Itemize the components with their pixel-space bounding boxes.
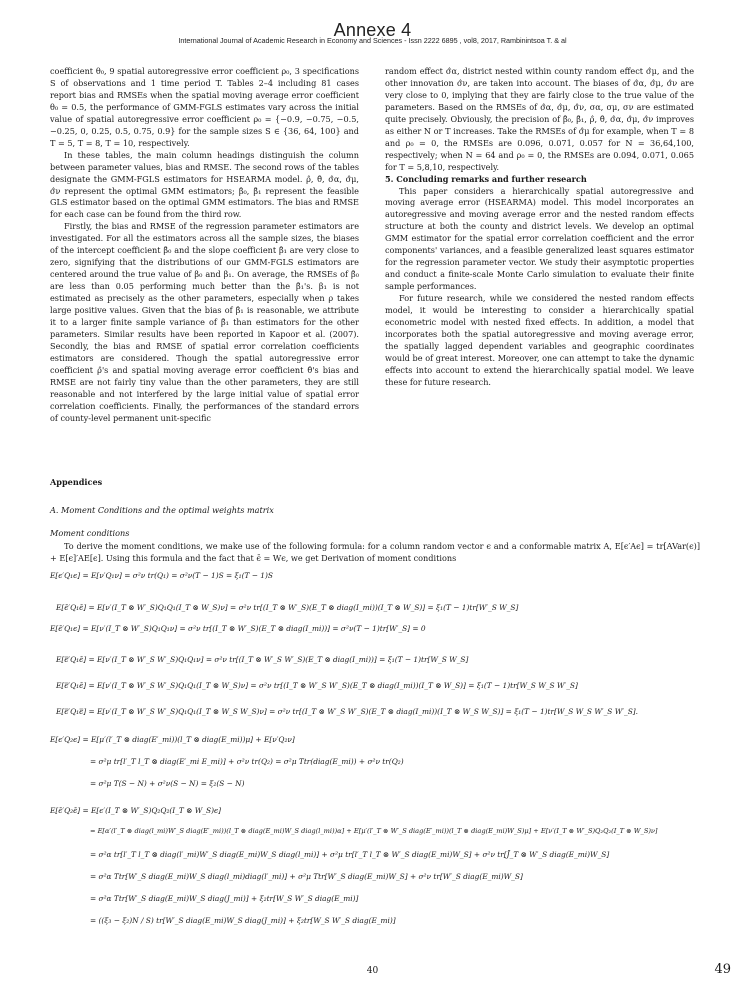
equation: E[ϵ′Q₂ϵ] = E[μ′(l′_T ⊗ diag(E′_mi))(l_T ⊗ diag(E_mi))μ] + E[ν′Q₂ν]: [50, 735, 295, 744]
paragraph: coefficient θ₀, 9 spatial autoregressive error coefficient ρ₀, 3 specifications S of observations and 1 time period T. Tables 2–4 including 81 cases report bias and RMSEs when the spatial moving average error coefficient θ₀ = 0.5, the performance of GMM-FGLS estimates vary across the initial value of spatial autoregressive error coefficient ρ₀ = {−0.9, −0.75, −0.5, −0.25, 0, 0.25, 0.5, 0.75, 0.9} for the sample sizes S ∈ {36, 64, 100} and T = 5, T = 8, T = 10, respectively.: [50, 66, 359, 148]
paragraph: For future research, while we considered the nested random effects model, it would be interesting to consider a hierarchically spatial econometric model with nested fixed effects. In addition, a model that incorporates both the spatial autoregressive and moving average error, the spatially lagged dependent variables and geographic coordinates would be of great interest. Moreover, one can attempt to take the dynamic effects into account to extend the hierarchically spatial model. We leave these for future research.: [385, 293, 694, 387]
equation: = σ²α Ttr[W′_S diag(E_mi)W_S diag(J_mi)] + ξ₂tr[W_S W′_S diag(E_mi)]: [90, 894, 359, 903]
section-heading: 5. Concluding remarks and further research: [385, 173, 587, 184]
moment-conditions-heading: Moment conditions: [50, 528, 130, 538]
equation: E[ϵ̄′Q₂ϵ̄] = E[ϵ′(I_T ⊗ W′_S)Q₂Q₂(I_T ⊗ W_S)ϵ]: [50, 806, 221, 815]
equation: = σ²μ T(S − N) + σ²ν(S − N) = ξ₂(S − N): [90, 779, 245, 788]
equation: = E[α′(l′_T ⊗ diag(l_mi)W′_S diag(E′_mi))(l_T ⊗ diag(E_mi)W_S diag(l_mi))α] + E[μ′(l′_T ⊗ W′_S diag(E′_mi))(l_T ⊗ diag(E_mi)W_S)μ] + E[ν′(I_T ⊗ W′_S)Q₂Q₂(I_T ⊗ W_S)ν]: [90, 827, 658, 835]
equation: = σ²μ tr[l′_T l_T ⊗ diag(E′_mi E_mi)] + σ²ν tr(Q₂) = σ²μ Ttr(diag(E_mi)) + σ²ν tr(Q₂): [90, 757, 404, 766]
annexe-title: Annexe 4: [333, 20, 412, 40]
paragraph: This paper considers a hierarchically spatial autoregressive and moving average error (HSEARMA) model. This model incorporates an autoregressive and moving average error and the nested random effects structure at both the county and district levels. We develop an optimal GMM estimator for the spatial error correlation coefficient and the error components' variances, and a feasible generalized least squares estimator for the regression parameter vector. We study their asymptotic properties and conduct a finite-scale Monte Carlo simulation to evaluate their finite sample performances.: [385, 185, 694, 292]
equation: E[ϵ̄′Q₁ϵ] = E[ν′(I_T ⊗ W′_S)Q₁Q₁ν] = σ²ν tr[(I_T ⊗ W′_S)(E_T ⊗ diag(I_mi))] = σ²ν(T − 1)tr[W′_S] = 0: [50, 624, 426, 633]
left-column: [50, 66, 359, 425]
equation: E[ϵ̿′Q₁ϵ̿] = E[ν′(I_T ⊗ W′_S W′_S)Q₁Q₁(I_T ⊗ W_S W_S)ν] = σ²ν tr[(I_T ⊗ W′_S W′_S)(E_T ⊗ diag(I_mi))(I_T ⊗ W_S W_S)] = ξ₁(T − 1)tr[W_S W_S W′_S W′_S].: [56, 707, 638, 716]
appendix-subsection-heading: A. Moment Conditions and the optimal weights matrix: [50, 505, 274, 515]
equation: E[ϵ̿′Q₁ϵ̄] = E[ν′(I_T ⊗ W′_S W′_S)Q₁Q₁ν] = σ²ν tr[(I_T ⊗ W′_S W′_S)(E_T ⊗ diag(I_mi))] = ξ₁(T − 1)tr[W_S W_S]: [56, 655, 469, 664]
journal-header: International Journal of Academic Research in Economy and Sciences - Issn 2222 6895 , vol8, 2017, Rambinintsoa T. & al: [178, 36, 567, 45]
equation: = σ²α tr[l′_T l_T ⊗ diag(l′_mi)W′_S diag(E_mi)W_S diag(l_mi)] + σ²μ tr[l′_T l_T ⊗ W′_S diag(E_mi)W_S] + σ²ν tr[J̄_T ⊗ W′_S diag(E_mi)W_S]: [90, 850, 610, 859]
equation: = σ²α Ttr[W′_S diag(E_mi)W_S diag(l_mi)diag(l′_mi)] + σ²μ Ttr[W′_S diag(E_mi)W_S] + σ²ν tr[W′_S diag(E_mi)W_S]: [90, 872, 523, 881]
equation: E[ϵ′Q₁ϵ] = E[ν′Q₁ν] = σ²ν tr(Q₁) = σ²ν(T − 1)S = ξ₁(T − 1)S: [50, 571, 273, 580]
paragraph: random effect σ̂α, district nested within county random effect σ̂μ, and the other innovation σ̂ν, are taken into account. The biases of σ̂α, σ̂μ, σ̂ν are very close to 0, implying that they are fairly close to the true value of the parameters. Based on the RMSEs of σ̂α, σ̂μ, σ̂ν, σα, σμ, σν are estimated quite precisely. Obviously, the precision of β̂₀, β̂₁, ρ̂, θ̂, σ̂α, σ̂μ, σ̂ν improves as either N or T increases. Take the RMSEs of σ̂μ for example, when T = 8 and ρ₀ = 0, the RMSEs are 0.096, 0.071, 0.057 for N = 36,64,100, respectively; when N = 64 and ρ₀ = 0, the RMSEs are 0.094, 0.071, 0.065 for T = 5,8,10, respectively.: [385, 66, 694, 172]
paragraph: Firstly, the bias and RMSE of the regression parameter estimators are investigated. For all the estimators across all the sample sizes, the biases of the intercept coefficient β̂₀ and the slope coefficient β̂₁ are very close to zero, signifying that the distributions of our GMM-FGLS estimators are centered around the true value of β₀ and β₁. On average, the RMSEs of β̂₀ are less than 0.05 performing much better than the β̂₁'s. β₁ is not estimated as precisely as the other parameters, especially when ρ takes large positive values. Given that the bias of β̂₁ is reasonable, we attribute it to a larger finite sample variance of β̂₁ than estimators for the other parameters. Similar results have been reported in Kapoor et al. (2007). Secondly, the bias and RMSE of spatial error correlation coefficients estimators are considered. Though the spatial autoregressive error coefficient ρ̂'s and spatial moving average error coefficient θ̂'s bias and RMSE are not fairly tiny value than the other parameters, they are still reasonable and not interfered by the large initial value of spatial error correlation coefficients. Finally, the performances of the standard errors of county-level permanent unit-specific: [50, 221, 359, 423]
annexe-page-number: 49: [714, 962, 731, 977]
appendices-heading: Appendices: [50, 477, 103, 487]
right-column: [385, 66, 694, 389]
page-number: 40: [366, 966, 379, 976]
equation: = ((ξ₃ − ξ₂)N / S) tr[W′_S diag(E_mi)W_S diag(J_mi)] + ξ₂tr[W_S W′_S diag(E_mi)]: [90, 916, 396, 925]
paragraph: In these tables, the main column headings distinguish the column between parameter values, bias and RMSE. The second rows of the tables designate the GMM-FGLS estimators for HSEARMA model. ρ̂, θ̂, σ̂α, σ̂μ, σ̂ν represent the optimal GMM estimators; β̂₀, β̂₁ represent the feasible GLS estimator based on the optimal GMM estimators. The bias and RMSE for each case can be found from the third row.: [50, 149, 359, 220]
equation: E[ϵ̄′Q₁ϵ̄] = E[ν′(I_T ⊗ W′_S)Q₁Q₁(I_T ⊗ W_S)ν] = σ²ν tr[(I_T ⊗ W′_S)(E_T ⊗ diag(I_mi))(I_T ⊗ W_S)] = ξ₁(T − 1)tr[W′_S W_S]: [56, 603, 519, 612]
moment-conditions-text: To derive the moment conditions, we make use of the following formula: for a column random vector ϵ and a conformable matrix A, E[ϵ′Aϵ] = tr[AVar(ϵ)] + E[ϵ]′AE[ϵ]. Using this formula and the fact that ϵ̄ = Wϵ, we get Derivation of moment conditions: [50, 541, 700, 563]
equation: E[ϵ̿′Q₁ϵ̄] = E[ν′(I_T ⊗ W′_S W′_S)Q₁Q₁(I_T ⊗ W_S)ν] = σ²ν tr[(I_T ⊗ W′_S W′_S)(E_T ⊗ diag(I_mi))(I_T ⊗ W_S)] = ξ₁(T − 1)tr[W_S W_S W′_S]: [56, 681, 578, 690]
